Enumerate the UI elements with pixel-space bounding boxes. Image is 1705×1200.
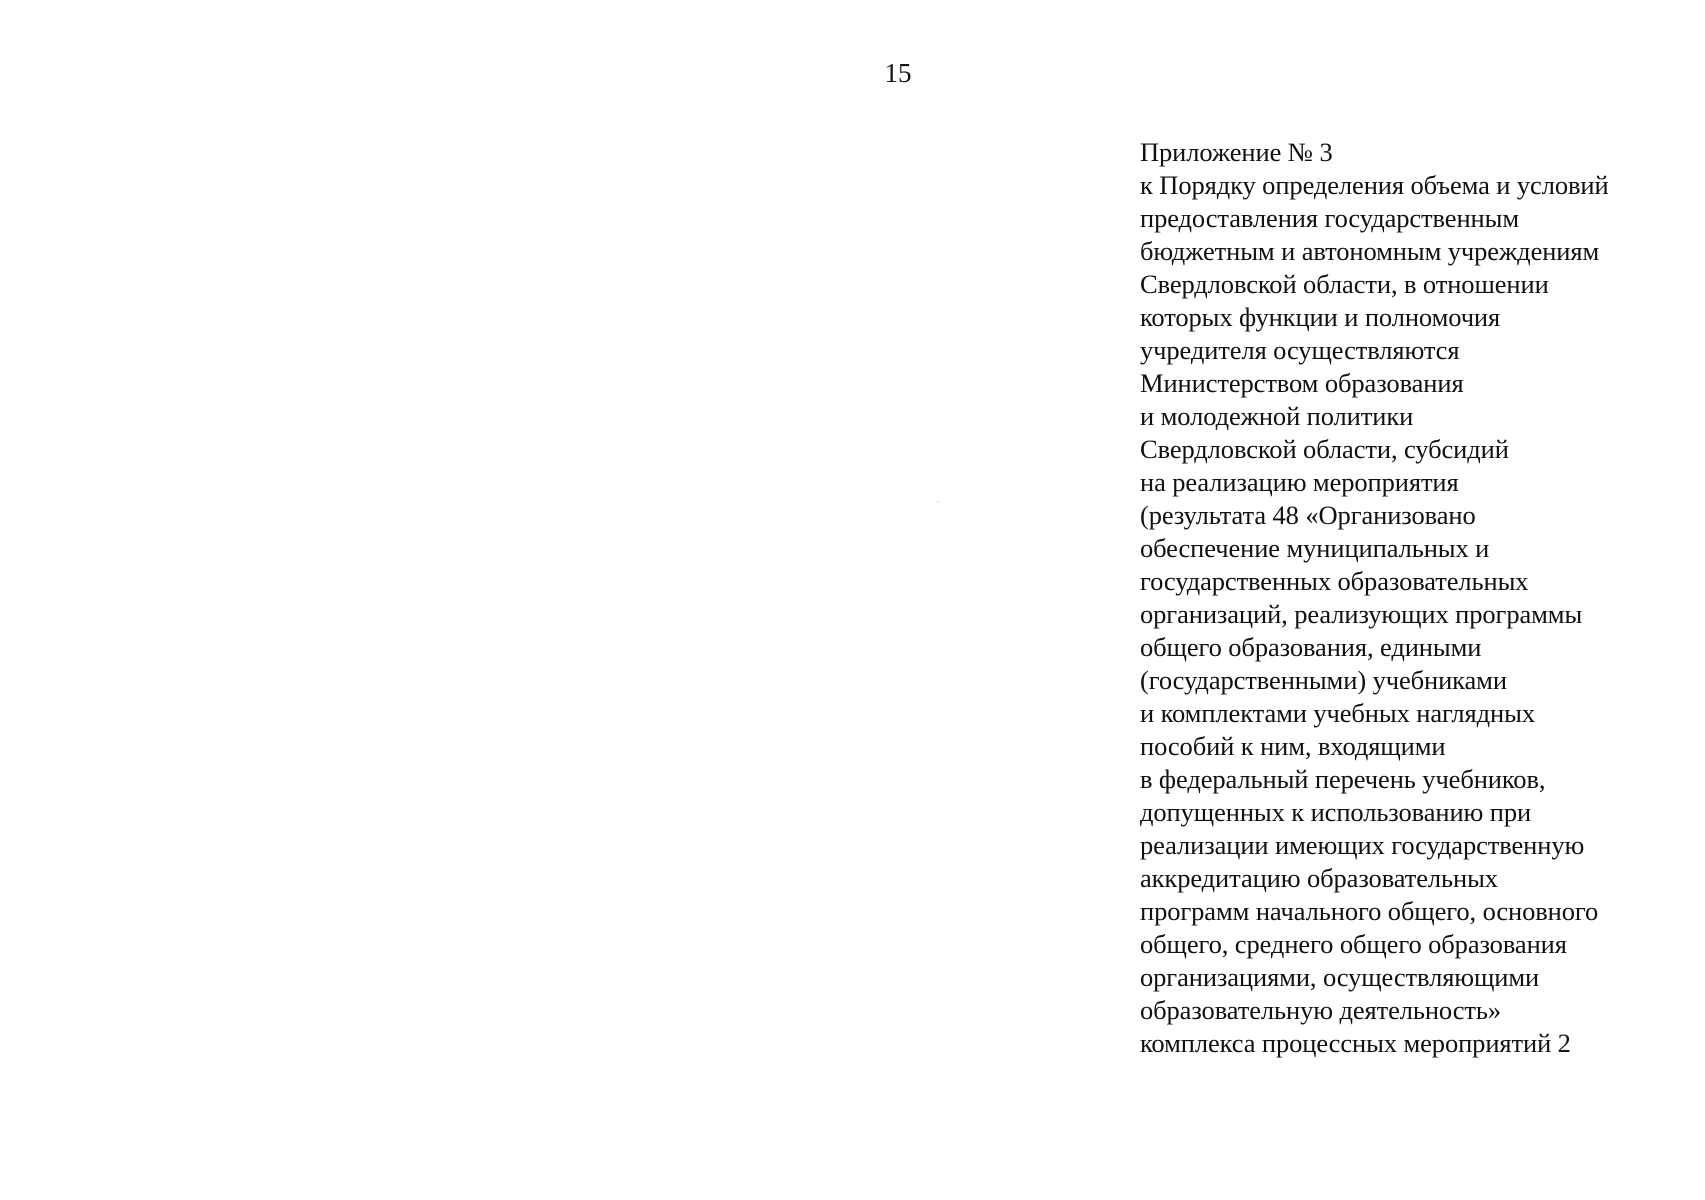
appendix-line: (результата 48 «Организовано bbox=[1140, 500, 1476, 530]
appendix-line: Министерством образования bbox=[1140, 368, 1464, 398]
appendix-line: общего, среднего общего образования bbox=[1140, 929, 1567, 959]
appendix-line: организаций, реализующих программы bbox=[1140, 599, 1583, 629]
appendix-line: аккредитацию образовательных bbox=[1140, 863, 1498, 893]
appendix-line: в федеральный перечень учебников, bbox=[1140, 764, 1546, 794]
appendix-line: организациями, осуществляющими bbox=[1140, 962, 1540, 992]
appendix-line: к Порядку определения объема и условий bbox=[1140, 170, 1609, 200]
appendix-line: государственных образовательных bbox=[1140, 566, 1529, 596]
appendix-line: Свердловской области, в отношении bbox=[1140, 269, 1549, 299]
appendix-line: программ начального общего, основного bbox=[1140, 896, 1599, 926]
appendix-line: образовательную деятельность» bbox=[1140, 995, 1502, 1025]
appendix-line: общего образования, едиными bbox=[1140, 632, 1482, 662]
appendix-line: Свердловской области, субсидий bbox=[1140, 434, 1509, 464]
appendix-line: обеспечение муниципальных и bbox=[1140, 533, 1490, 563]
scan-speck bbox=[937, 501, 939, 502]
appendix-title: Приложение № 3 bbox=[1140, 137, 1333, 167]
appendix-line: (государственными) учебниками bbox=[1140, 665, 1507, 695]
appendix-line: на реализацию мероприятия bbox=[1140, 467, 1459, 497]
appendix-line: пособий к ним, входящими bbox=[1140, 731, 1446, 761]
appendix-header bbox=[1140, 136, 1685, 1060]
appendix-line: бюджетным и автономным учреждениям bbox=[1140, 236, 1600, 266]
appendix-line: которых функции и полномочия bbox=[1140, 302, 1501, 332]
appendix-line: комплекса процессных мероприятий 2 bbox=[1140, 1028, 1571, 1058]
appendix-line: допущенных к использованию при bbox=[1140, 797, 1532, 827]
appendix-line: и молодежной политики bbox=[1140, 401, 1414, 431]
appendix-line: реализации имеющих государственную bbox=[1140, 830, 1585, 860]
appendix-line: предоставления государственным bbox=[1140, 203, 1519, 233]
appendix-line: учредителя осуществляются bbox=[1140, 335, 1460, 365]
appendix-line: и комплектами учебных наглядных bbox=[1140, 698, 1535, 728]
page-number: 15 bbox=[884, 58, 912, 88]
